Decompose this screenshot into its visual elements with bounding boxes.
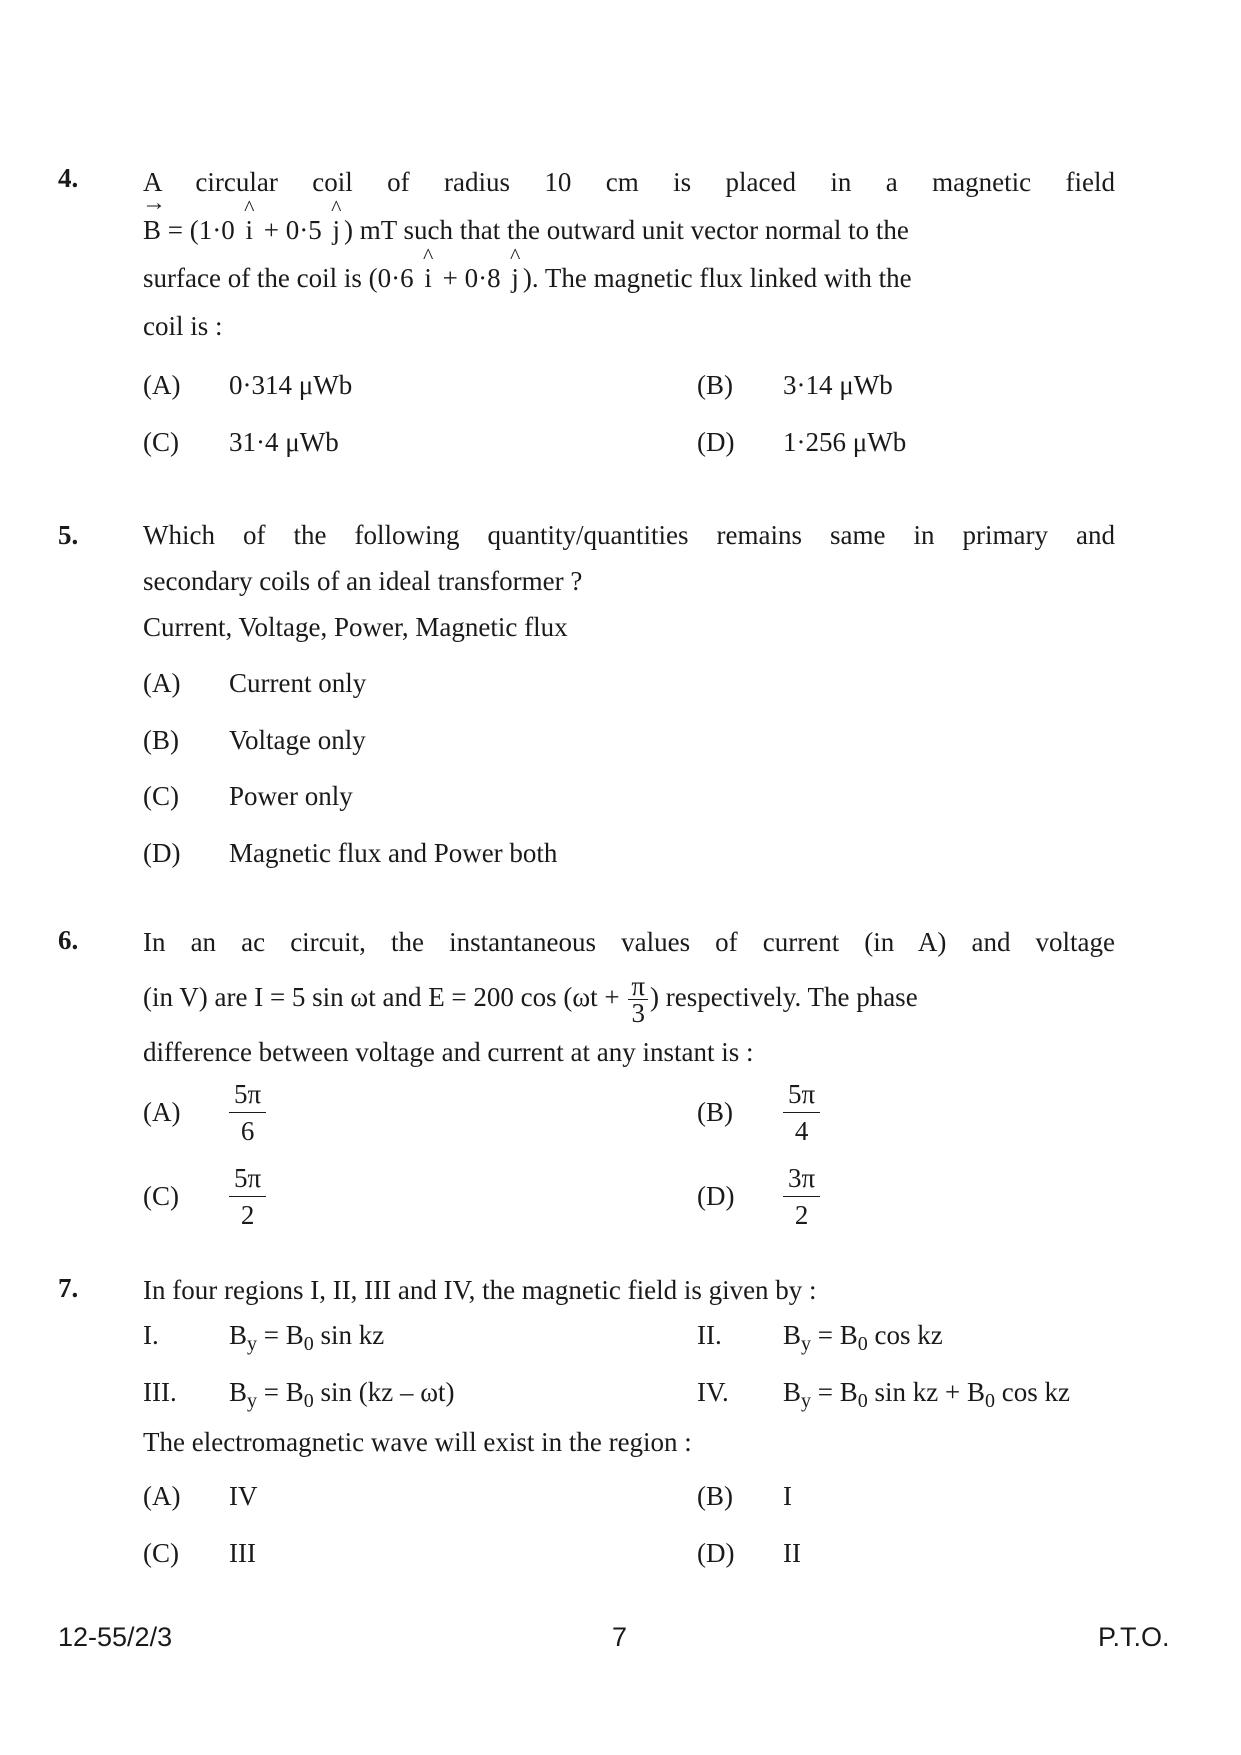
q5-option-b[interactable] xyxy=(143,725,366,756)
q5-line-3: Current, Voltage, Power, Magnetic flux xyxy=(143,612,568,642)
q6-option-c[interactable] xyxy=(143,1162,266,1231)
field-expression: cos kz xyxy=(867,1320,943,1350)
q4-line-2-part-a: = (1·0 xyxy=(161,215,242,245)
q5-line-1: Which of the following quantity/quantities remains same in primary and xyxy=(143,520,1115,550)
q6-line-1: In an ac circuit, the instantaneous values of current (in A) and voltage xyxy=(143,927,1115,957)
field-subscript: y xyxy=(801,1390,812,1412)
q4-line-2 xyxy=(143,206,1115,254)
q7-option-a[interactable] xyxy=(143,1481,258,1512)
q5-option-c[interactable] xyxy=(143,781,353,812)
q4-line-2-part-b: + 0·5 xyxy=(257,215,329,245)
option-label: (B) xyxy=(143,725,179,755)
option-text: II xyxy=(783,1538,801,1568)
field-symbol: B xyxy=(783,1377,802,1407)
question-6-text xyxy=(143,918,1115,1076)
option-label: (D) xyxy=(697,427,735,457)
field-expression: sin kz xyxy=(313,1320,385,1350)
field-expression: sin (kz – ωt) xyxy=(313,1377,455,1407)
option-label: (C) xyxy=(143,427,179,457)
q7-option-c[interactable] xyxy=(143,1538,256,1569)
field-subscript: y xyxy=(247,1333,258,1355)
field-expression: sin kz + B xyxy=(867,1377,985,1407)
pto-label: P.T.O. xyxy=(1098,1622,1170,1652)
region-label: I. xyxy=(143,1320,159,1350)
option-label: (A) xyxy=(143,1097,181,1127)
fraction-denominator: 6 xyxy=(240,1116,255,1146)
question-4-text xyxy=(143,158,1115,350)
question-7-line-1: In four regions I, II, III and IV, the magnetic field is given by : xyxy=(143,1275,817,1305)
option-text: I xyxy=(783,1481,792,1511)
fraction-numerator: 5π xyxy=(783,1078,820,1113)
q4-option-a[interactable] xyxy=(143,370,352,401)
field-symbol: B xyxy=(229,1320,248,1350)
field-subscript: y xyxy=(801,1333,812,1355)
fraction-numerator: 3π xyxy=(783,1162,820,1197)
option-text: Power only xyxy=(229,781,353,811)
paper-code: 12-55/2/3 xyxy=(58,1622,173,1652)
option-text: 0·314 μWb xyxy=(229,370,353,400)
field-symbol: B xyxy=(783,1320,802,1350)
option-text: III xyxy=(229,1538,256,1568)
q6-line-2 xyxy=(143,966,1115,1028)
option-label: (B) xyxy=(697,1097,733,1127)
q4-line-3-part-a: surface of the coil is (0·6 xyxy=(143,263,421,293)
q6-option-b[interactable] xyxy=(697,1078,820,1147)
option-label: (B) xyxy=(697,1481,733,1511)
option-label: (B) xyxy=(697,370,733,400)
question-5-text xyxy=(143,512,1115,650)
q6-option-a[interactable] xyxy=(143,1078,266,1147)
q7-region-ii xyxy=(697,1320,943,1355)
field-expression: cos kz xyxy=(995,1377,1070,1407)
region-label: II. xyxy=(697,1320,722,1350)
option-text: 1·256 μWb xyxy=(783,427,907,457)
amplitude-subscript: 0 xyxy=(857,1333,868,1355)
option-text: Current only xyxy=(229,668,367,698)
question-5-number: 5. xyxy=(58,520,79,550)
option-label: (A) xyxy=(143,668,181,698)
field-equals: = B xyxy=(811,1377,858,1407)
q5-option-d[interactable] xyxy=(143,838,557,869)
option-text: IV xyxy=(229,1481,258,1511)
region-label: III. xyxy=(143,1377,177,1407)
option-fraction xyxy=(783,1078,820,1147)
q7-option-b[interactable] xyxy=(697,1481,792,1512)
unit-i-hat: ^ i xyxy=(420,254,436,302)
option-text: Voltage only xyxy=(229,725,366,755)
page-number: 7 xyxy=(612,1622,628,1652)
amplitude-subscript: 0 xyxy=(857,1390,868,1412)
option-fraction xyxy=(229,1162,266,1231)
option-label: (D) xyxy=(697,1538,735,1568)
option-text: Magnetic flux and Power both xyxy=(229,838,558,868)
option-fraction xyxy=(229,1078,266,1147)
field-symbol: B xyxy=(229,1377,248,1407)
q4-line-1: A circular coil of radius 10 cm is placed in a magnetic field xyxy=(143,167,1115,197)
q4-option-b[interactable] xyxy=(697,370,893,401)
option-label: (D) xyxy=(143,838,181,868)
fraction-denominator: 3 xyxy=(631,998,645,1029)
question-7-number: 7. xyxy=(58,1273,79,1303)
q5-line-2: secondary coils of an ideal transformer ? xyxy=(143,566,583,596)
q4-line-3-part-c: ). The magnetic flux linked with the xyxy=(522,263,912,293)
field-equals: = B xyxy=(257,1320,304,1350)
q4-option-c[interactable] xyxy=(143,427,339,458)
q6-line-2-part-a: (in V) are I = 5 sin ωt and E = 200 cos (ωt + xyxy=(143,982,627,1012)
vector-b-symbol: → B xyxy=(143,206,161,254)
q6-line-3: difference between voltage and current at any instant is : xyxy=(143,1037,754,1067)
q7-option-d[interactable] xyxy=(697,1538,801,1569)
amplitude-subscript: 0 xyxy=(303,1390,314,1412)
question-6-number: 6. xyxy=(58,925,79,955)
option-label: (C) xyxy=(143,781,179,811)
fraction-denominator: 2 xyxy=(240,1200,255,1230)
option-text: 3·14 μWb xyxy=(783,370,893,400)
q4-option-d[interactable] xyxy=(697,427,906,458)
unit-i-hat: ^ i xyxy=(241,206,257,254)
option-label: (D) xyxy=(697,1181,735,1211)
q6-option-d[interactable] xyxy=(697,1162,820,1231)
region-label: IV. xyxy=(697,1377,729,1407)
field-equals: = B xyxy=(811,1320,858,1350)
field-subscript: y xyxy=(247,1390,258,1412)
question-7-line-2: The electromagnetic wave will exist in the region : xyxy=(143,1427,692,1457)
q5-option-a[interactable] xyxy=(143,668,366,699)
option-label: (A) xyxy=(143,1481,181,1511)
pi-over-3-fraction xyxy=(628,971,648,1029)
option-label: (A) xyxy=(143,370,181,400)
question-4-number: 4. xyxy=(58,163,79,193)
amplitude-subscript: 0 xyxy=(303,1333,314,1355)
q4-line-3 xyxy=(143,254,1115,302)
option-text: 31·4 μWb xyxy=(229,427,339,457)
q4-line-3-part-b: + 0·8 xyxy=(435,263,508,293)
field-equals: = B xyxy=(257,1377,304,1407)
q7-region-i xyxy=(143,1320,385,1355)
option-label: (C) xyxy=(143,1538,179,1568)
option-fraction xyxy=(783,1162,820,1231)
q4-line-2-part-c: ) mT such that the outward unit vector normal to the xyxy=(343,215,909,245)
amplitude-subscript: 0 xyxy=(985,1390,995,1412)
unit-j-hat: ^ j xyxy=(507,254,523,302)
option-label: (C) xyxy=(143,1181,179,1211)
fraction-numerator: 5π xyxy=(229,1162,266,1197)
q7-region-iv xyxy=(697,1377,1070,1412)
fraction-numerator: 5π xyxy=(229,1078,266,1113)
q4-line-4: coil is : xyxy=(143,311,223,341)
fraction-denominator: 4 xyxy=(794,1116,809,1146)
unit-j-hat: ^ j xyxy=(328,206,344,254)
q6-line-2-part-b: ) respectively. The phase xyxy=(650,982,918,1012)
fraction-denominator: 2 xyxy=(794,1200,809,1230)
fraction-numerator: π xyxy=(628,973,648,1000)
q7-region-iii xyxy=(143,1377,455,1412)
